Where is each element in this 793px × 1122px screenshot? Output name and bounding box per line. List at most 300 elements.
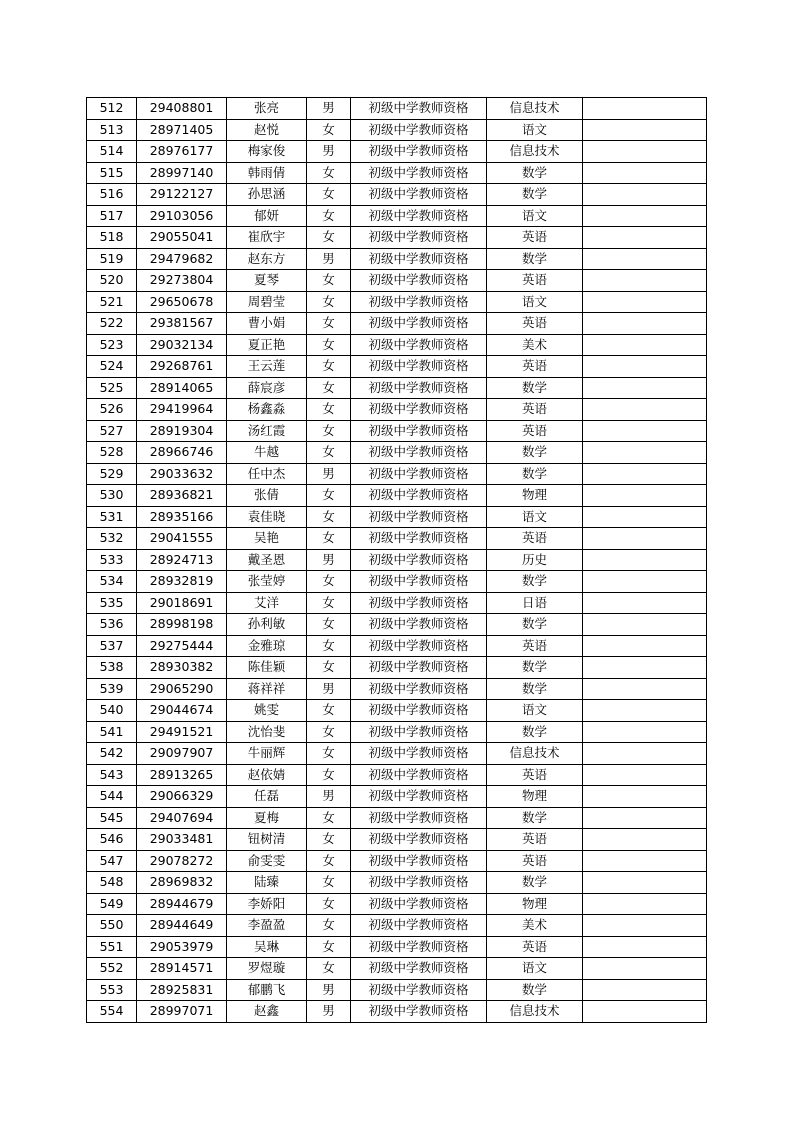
remark-cell <box>583 807 707 829</box>
applicant-id-cell: 28976177 <box>137 141 227 163</box>
name-cell: 戴圣恩 <box>227 549 307 571</box>
remark-cell <box>583 850 707 872</box>
name-cell: 赵鑫 <box>227 1001 307 1023</box>
name-cell: 艾洋 <box>227 592 307 614</box>
subject-cell: 语文 <box>487 119 583 141</box>
row-number-cell: 527 <box>87 420 137 442</box>
qualification-cell: 初级中学教师资格 <box>351 270 487 292</box>
table-row <box>87 227 707 249</box>
name-cell: 罗煜璇 <box>227 958 307 980</box>
gender-cell: 男 <box>307 979 351 1001</box>
gender-cell: 女 <box>307 313 351 335</box>
row-number-cell: 543 <box>87 764 137 786</box>
row-number-cell: 540 <box>87 700 137 722</box>
remark-cell <box>583 356 707 378</box>
qualification-cell: 初级中学教师资格 <box>351 635 487 657</box>
subject-cell: 英语 <box>487 829 583 851</box>
table-row <box>87 270 707 292</box>
name-cell: 李娇阳 <box>227 893 307 915</box>
qualification-cell: 初级中学教师资格 <box>351 786 487 808</box>
name-cell: 陈佳颖 <box>227 657 307 679</box>
subject-cell: 英语 <box>487 764 583 786</box>
gender-cell: 男 <box>307 678 351 700</box>
subject-cell: 数学 <box>487 463 583 485</box>
subject-cell: 英语 <box>487 227 583 249</box>
applicant-id-cell: 28966746 <box>137 442 227 464</box>
remark-cell <box>583 635 707 657</box>
gender-cell: 女 <box>307 119 351 141</box>
subject-cell: 英语 <box>487 399 583 421</box>
table-row <box>87 958 707 980</box>
remark-cell <box>583 291 707 313</box>
gender-cell: 女 <box>307 334 351 356</box>
qualification-cell: 初级中学教师资格 <box>351 248 487 270</box>
subject-cell: 信息技术 <box>487 98 583 120</box>
applicant-id-cell: 28997140 <box>137 162 227 184</box>
qualification-cell: 初级中学教师资格 <box>351 162 487 184</box>
row-number-cell: 522 <box>87 313 137 335</box>
remark-cell <box>583 463 707 485</box>
table-row <box>87 248 707 270</box>
gender-cell: 女 <box>307 205 351 227</box>
table-row <box>87 98 707 120</box>
qualification-cell: 初级中学教师资格 <box>351 506 487 528</box>
name-cell: 吴艳 <box>227 528 307 550</box>
subject-cell: 数学 <box>487 614 583 636</box>
name-cell: 金雅琼 <box>227 635 307 657</box>
name-cell: 曹小娟 <box>227 313 307 335</box>
applicant-id-cell: 28924713 <box>137 549 227 571</box>
applicant-id-cell: 29268761 <box>137 356 227 378</box>
name-cell: 薛宸彦 <box>227 377 307 399</box>
gender-cell: 女 <box>307 227 351 249</box>
qualification-cell: 初级中学教师资格 <box>351 936 487 958</box>
applicant-id-cell: 28969832 <box>137 872 227 894</box>
name-cell: 杨鑫淼 <box>227 399 307 421</box>
name-cell: 郁鹏飞 <box>227 979 307 1001</box>
subject-cell: 信息技术 <box>487 141 583 163</box>
subject-cell: 语文 <box>487 506 583 528</box>
gender-cell: 男 <box>307 463 351 485</box>
remark-cell <box>583 700 707 722</box>
row-number-cell: 515 <box>87 162 137 184</box>
gender-cell: 女 <box>307 420 351 442</box>
name-cell: 牛丽辉 <box>227 743 307 765</box>
gender-cell: 女 <box>307 528 351 550</box>
table-row <box>87 635 707 657</box>
applicant-id-cell: 29419964 <box>137 399 227 421</box>
name-cell: 姚雯 <box>227 700 307 722</box>
name-cell: 袁佳晓 <box>227 506 307 528</box>
table-row <box>87 291 707 313</box>
gender-cell: 女 <box>307 506 351 528</box>
gender-cell: 女 <box>307 915 351 937</box>
name-cell: 郁妍 <box>227 205 307 227</box>
remark-cell <box>583 162 707 184</box>
qualification-cell: 初级中学教师资格 <box>351 850 487 872</box>
subject-cell: 信息技术 <box>487 743 583 765</box>
applicant-id-cell: 29650678 <box>137 291 227 313</box>
gender-cell: 女 <box>307 184 351 206</box>
table-row <box>87 807 707 829</box>
subject-cell: 历史 <box>487 549 583 571</box>
name-cell: 梅家俊 <box>227 141 307 163</box>
applicant-id-cell: 29041555 <box>137 528 227 550</box>
applicant-id-cell: 29053979 <box>137 936 227 958</box>
remark-cell <box>583 872 707 894</box>
qualification-cell: 初级中学教师资格 <box>351 399 487 421</box>
row-number-cell: 552 <box>87 958 137 980</box>
row-number-cell: 536 <box>87 614 137 636</box>
remark-cell <box>583 979 707 1001</box>
qualification-cell: 初级中学教师资格 <box>351 893 487 915</box>
applicant-id-cell: 29032134 <box>137 334 227 356</box>
name-cell: 陆臻 <box>227 872 307 894</box>
subject-cell: 数学 <box>487 678 583 700</box>
row-number-cell: 547 <box>87 850 137 872</box>
remark-cell <box>583 270 707 292</box>
table-row <box>87 420 707 442</box>
row-number-cell: 513 <box>87 119 137 141</box>
subject-cell: 英语 <box>487 528 583 550</box>
applicant-id-cell: 29491521 <box>137 721 227 743</box>
gender-cell: 女 <box>307 721 351 743</box>
row-number-cell: 545 <box>87 807 137 829</box>
gender-cell: 男 <box>307 549 351 571</box>
qualification-cell: 初级中学教师资格 <box>351 721 487 743</box>
applicant-id-cell: 29103056 <box>137 205 227 227</box>
applicant-id-cell: 29408801 <box>137 98 227 120</box>
subject-cell: 语文 <box>487 291 583 313</box>
applicant-id-cell: 29044674 <box>137 700 227 722</box>
applicant-id-cell: 29273804 <box>137 270 227 292</box>
subject-cell: 数学 <box>487 979 583 1001</box>
remark-cell <box>583 936 707 958</box>
table-row <box>87 141 707 163</box>
applicant-id-cell: 28997071 <box>137 1001 227 1023</box>
name-cell: 夏正艳 <box>227 334 307 356</box>
applicant-id-cell: 28998198 <box>137 614 227 636</box>
qualification-cell: 初级中学教师资格 <box>351 119 487 141</box>
remark-cell <box>583 119 707 141</box>
gender-cell: 女 <box>307 635 351 657</box>
qualification-cell: 初级中学教师资格 <box>351 377 487 399</box>
applicant-id-cell: 28944649 <box>137 915 227 937</box>
subject-cell: 数学 <box>487 162 583 184</box>
subject-cell: 英语 <box>487 270 583 292</box>
qualification-cell: 初级中学教师资格 <box>351 657 487 679</box>
row-number-cell: 548 <box>87 872 137 894</box>
row-number-cell: 531 <box>87 506 137 528</box>
gender-cell: 女 <box>307 291 351 313</box>
table-row <box>87 872 707 894</box>
name-cell: 张莹婷 <box>227 571 307 593</box>
subject-cell: 英语 <box>487 420 583 442</box>
applicant-id-cell: 29018691 <box>137 592 227 614</box>
remark-cell <box>583 248 707 270</box>
subject-cell: 数学 <box>487 571 583 593</box>
name-cell: 赵东方 <box>227 248 307 270</box>
table-row <box>87 399 707 421</box>
table-row <box>87 614 707 636</box>
qualification-cell: 初级中学教师资格 <box>351 184 487 206</box>
table-row <box>87 721 707 743</box>
row-number-cell: 549 <box>87 893 137 915</box>
applicant-id-cell: 28932819 <box>137 571 227 593</box>
gender-cell: 女 <box>307 829 351 851</box>
remark-cell <box>583 184 707 206</box>
table-row <box>87 119 707 141</box>
subject-cell: 数学 <box>487 184 583 206</box>
name-cell: 俞雯雯 <box>227 850 307 872</box>
subject-cell: 数学 <box>487 657 583 679</box>
table-row <box>87 549 707 571</box>
qualification-cell: 初级中学教师资格 <box>351 700 487 722</box>
subject-cell: 英语 <box>487 936 583 958</box>
remark-cell <box>583 205 707 227</box>
applicant-id-cell: 29097907 <box>137 743 227 765</box>
qualification-cell: 初级中学教师资格 <box>351 872 487 894</box>
remark-cell <box>583 786 707 808</box>
remark-cell <box>583 829 707 851</box>
remark-cell <box>583 227 707 249</box>
applicant-id-cell: 29381567 <box>137 313 227 335</box>
table-row <box>87 786 707 808</box>
subject-cell: 语文 <box>487 958 583 980</box>
qualification-cell: 初级中学教师资格 <box>351 463 487 485</box>
subject-cell: 数学 <box>487 721 583 743</box>
row-number-cell: 538 <box>87 657 137 679</box>
row-number-cell: 550 <box>87 915 137 937</box>
name-cell: 夏琴 <box>227 270 307 292</box>
table-row <box>87 592 707 614</box>
subject-cell: 语文 <box>487 700 583 722</box>
table-row <box>87 442 707 464</box>
table-row <box>87 915 707 937</box>
subject-cell: 数学 <box>487 377 583 399</box>
row-number-cell: 517 <box>87 205 137 227</box>
subject-cell: 物理 <box>487 893 583 915</box>
name-cell: 任中杰 <box>227 463 307 485</box>
qualification-cell: 初级中学教师资格 <box>351 1001 487 1023</box>
gender-cell: 女 <box>307 270 351 292</box>
table-row <box>87 764 707 786</box>
remark-cell <box>583 678 707 700</box>
name-cell: 李盈盈 <box>227 915 307 937</box>
remark-cell <box>583 420 707 442</box>
table-row <box>87 571 707 593</box>
gender-cell: 女 <box>307 442 351 464</box>
table-row <box>87 700 707 722</box>
gender-cell: 女 <box>307 743 351 765</box>
subject-cell: 物理 <box>487 786 583 808</box>
applicant-id-cell: 29066329 <box>137 786 227 808</box>
gender-cell: 女 <box>307 657 351 679</box>
subject-cell: 信息技术 <box>487 1001 583 1023</box>
qualification-cell: 初级中学教师资格 <box>351 291 487 313</box>
roster-body <box>87 98 707 1023</box>
row-number-cell: 519 <box>87 248 137 270</box>
subject-cell: 数学 <box>487 807 583 829</box>
subject-cell: 英语 <box>487 356 583 378</box>
row-number-cell: 523 <box>87 334 137 356</box>
applicant-id-cell: 28914571 <box>137 958 227 980</box>
qualification-cell: 初级中学教师资格 <box>351 614 487 636</box>
remark-cell <box>583 764 707 786</box>
qualification-cell: 初级中学教师资格 <box>351 743 487 765</box>
row-number-cell: 544 <box>87 786 137 808</box>
name-cell: 张倩 <box>227 485 307 507</box>
table-row <box>87 743 707 765</box>
qualification-cell: 初级中学教师资格 <box>351 549 487 571</box>
remark-cell <box>583 893 707 915</box>
remark-cell <box>583 399 707 421</box>
row-number-cell: 539 <box>87 678 137 700</box>
table-row <box>87 506 707 528</box>
remark-cell <box>583 571 707 593</box>
qualification-cell: 初级中学教师资格 <box>351 205 487 227</box>
gender-cell: 女 <box>307 162 351 184</box>
remark-cell <box>583 721 707 743</box>
subject-cell: 物理 <box>487 485 583 507</box>
gender-cell: 女 <box>307 893 351 915</box>
gender-cell: 女 <box>307 614 351 636</box>
row-number-cell: 535 <box>87 592 137 614</box>
gender-cell: 女 <box>307 958 351 980</box>
table-row <box>87 1001 707 1023</box>
row-number-cell: 518 <box>87 227 137 249</box>
subject-cell: 日语 <box>487 592 583 614</box>
name-cell: 任磊 <box>227 786 307 808</box>
applicant-id-cell: 29065290 <box>137 678 227 700</box>
applicant-id-cell: 29122127 <box>137 184 227 206</box>
table-row <box>87 377 707 399</box>
row-number-cell: 516 <box>87 184 137 206</box>
qualification-cell: 初级中学教师资格 <box>351 915 487 937</box>
row-number-cell: 529 <box>87 463 137 485</box>
qualification-cell: 初级中学教师资格 <box>351 356 487 378</box>
applicant-id-cell: 28935166 <box>137 506 227 528</box>
remark-cell <box>583 528 707 550</box>
row-number-cell: 534 <box>87 571 137 593</box>
row-number-cell: 554 <box>87 1001 137 1023</box>
row-number-cell: 524 <box>87 356 137 378</box>
remark-cell <box>583 313 707 335</box>
qualification-cell: 初级中学教师资格 <box>351 141 487 163</box>
applicant-id-cell: 29055041 <box>137 227 227 249</box>
applicant-id-cell: 28944679 <box>137 893 227 915</box>
gender-cell: 女 <box>307 850 351 872</box>
table-row <box>87 528 707 550</box>
qualification-cell: 初级中学教师资格 <box>351 764 487 786</box>
gender-cell: 男 <box>307 141 351 163</box>
table-row <box>87 979 707 1001</box>
remark-cell <box>583 657 707 679</box>
applicant-id-cell: 28919304 <box>137 420 227 442</box>
qualification-cell: 初级中学教师资格 <box>351 592 487 614</box>
subject-cell: 数学 <box>487 442 583 464</box>
applicant-id-cell: 29033481 <box>137 829 227 851</box>
table-row <box>87 356 707 378</box>
table-row <box>87 205 707 227</box>
name-cell: 牛越 <box>227 442 307 464</box>
gender-cell: 男 <box>307 248 351 270</box>
row-number-cell: 551 <box>87 936 137 958</box>
name-cell: 赵悦 <box>227 119 307 141</box>
qualification-cell: 初级中学教师资格 <box>351 334 487 356</box>
applicant-id-cell: 28925831 <box>137 979 227 1001</box>
row-number-cell: 512 <box>87 98 137 120</box>
table-row <box>87 485 707 507</box>
gender-cell: 女 <box>307 571 351 593</box>
gender-cell: 女 <box>307 592 351 614</box>
applicant-id-cell: 29275444 <box>137 635 227 657</box>
remark-cell <box>583 743 707 765</box>
name-cell: 赵依婧 <box>227 764 307 786</box>
name-cell: 周碧莹 <box>227 291 307 313</box>
applicant-id-cell: 28913265 <box>137 764 227 786</box>
name-cell: 孙思涵 <box>227 184 307 206</box>
row-number-cell: 542 <box>87 743 137 765</box>
name-cell: 王云莲 <box>227 356 307 378</box>
name-cell: 张亮 <box>227 98 307 120</box>
table-row <box>87 184 707 206</box>
remark-cell <box>583 915 707 937</box>
table-row <box>87 893 707 915</box>
row-number-cell: 528 <box>87 442 137 464</box>
row-number-cell: 520 <box>87 270 137 292</box>
gender-cell: 女 <box>307 936 351 958</box>
remark-cell <box>583 506 707 528</box>
row-number-cell: 514 <box>87 141 137 163</box>
gender-cell: 女 <box>307 485 351 507</box>
remark-cell <box>583 334 707 356</box>
table-row <box>87 829 707 851</box>
qualification-cell: 初级中学教师资格 <box>351 442 487 464</box>
table-row <box>87 678 707 700</box>
subject-cell: 英语 <box>487 635 583 657</box>
name-cell: 孙利敏 <box>227 614 307 636</box>
name-cell: 夏梅 <box>227 807 307 829</box>
row-number-cell: 553 <box>87 979 137 1001</box>
gender-cell: 女 <box>307 764 351 786</box>
gender-cell: 女 <box>307 399 351 421</box>
table-row <box>87 313 707 335</box>
table-row <box>87 850 707 872</box>
table-row <box>87 162 707 184</box>
subject-cell: 数学 <box>487 872 583 894</box>
applicant-id-cell: 29033632 <box>137 463 227 485</box>
name-cell: 蒋祥祥 <box>227 678 307 700</box>
qualification-cell: 初级中学教师资格 <box>351 958 487 980</box>
qualification-cell: 初级中学教师资格 <box>351 571 487 593</box>
applicant-id-cell: 28971405 <box>137 119 227 141</box>
table-row <box>87 334 707 356</box>
applicant-id-cell: 28930382 <box>137 657 227 679</box>
name-cell: 钮树清 <box>227 829 307 851</box>
row-number-cell: 546 <box>87 829 137 851</box>
qualification-cell: 初级中学教师资格 <box>351 979 487 1001</box>
subject-cell: 英语 <box>487 313 583 335</box>
row-number-cell: 530 <box>87 485 137 507</box>
name-cell: 汤红霞 <box>227 420 307 442</box>
remark-cell <box>583 614 707 636</box>
remark-cell <box>583 442 707 464</box>
remark-cell <box>583 485 707 507</box>
applicant-id-cell: 28936821 <box>137 485 227 507</box>
qualification-cell: 初级中学教师资格 <box>351 678 487 700</box>
applicant-id-cell: 29078272 <box>137 850 227 872</box>
